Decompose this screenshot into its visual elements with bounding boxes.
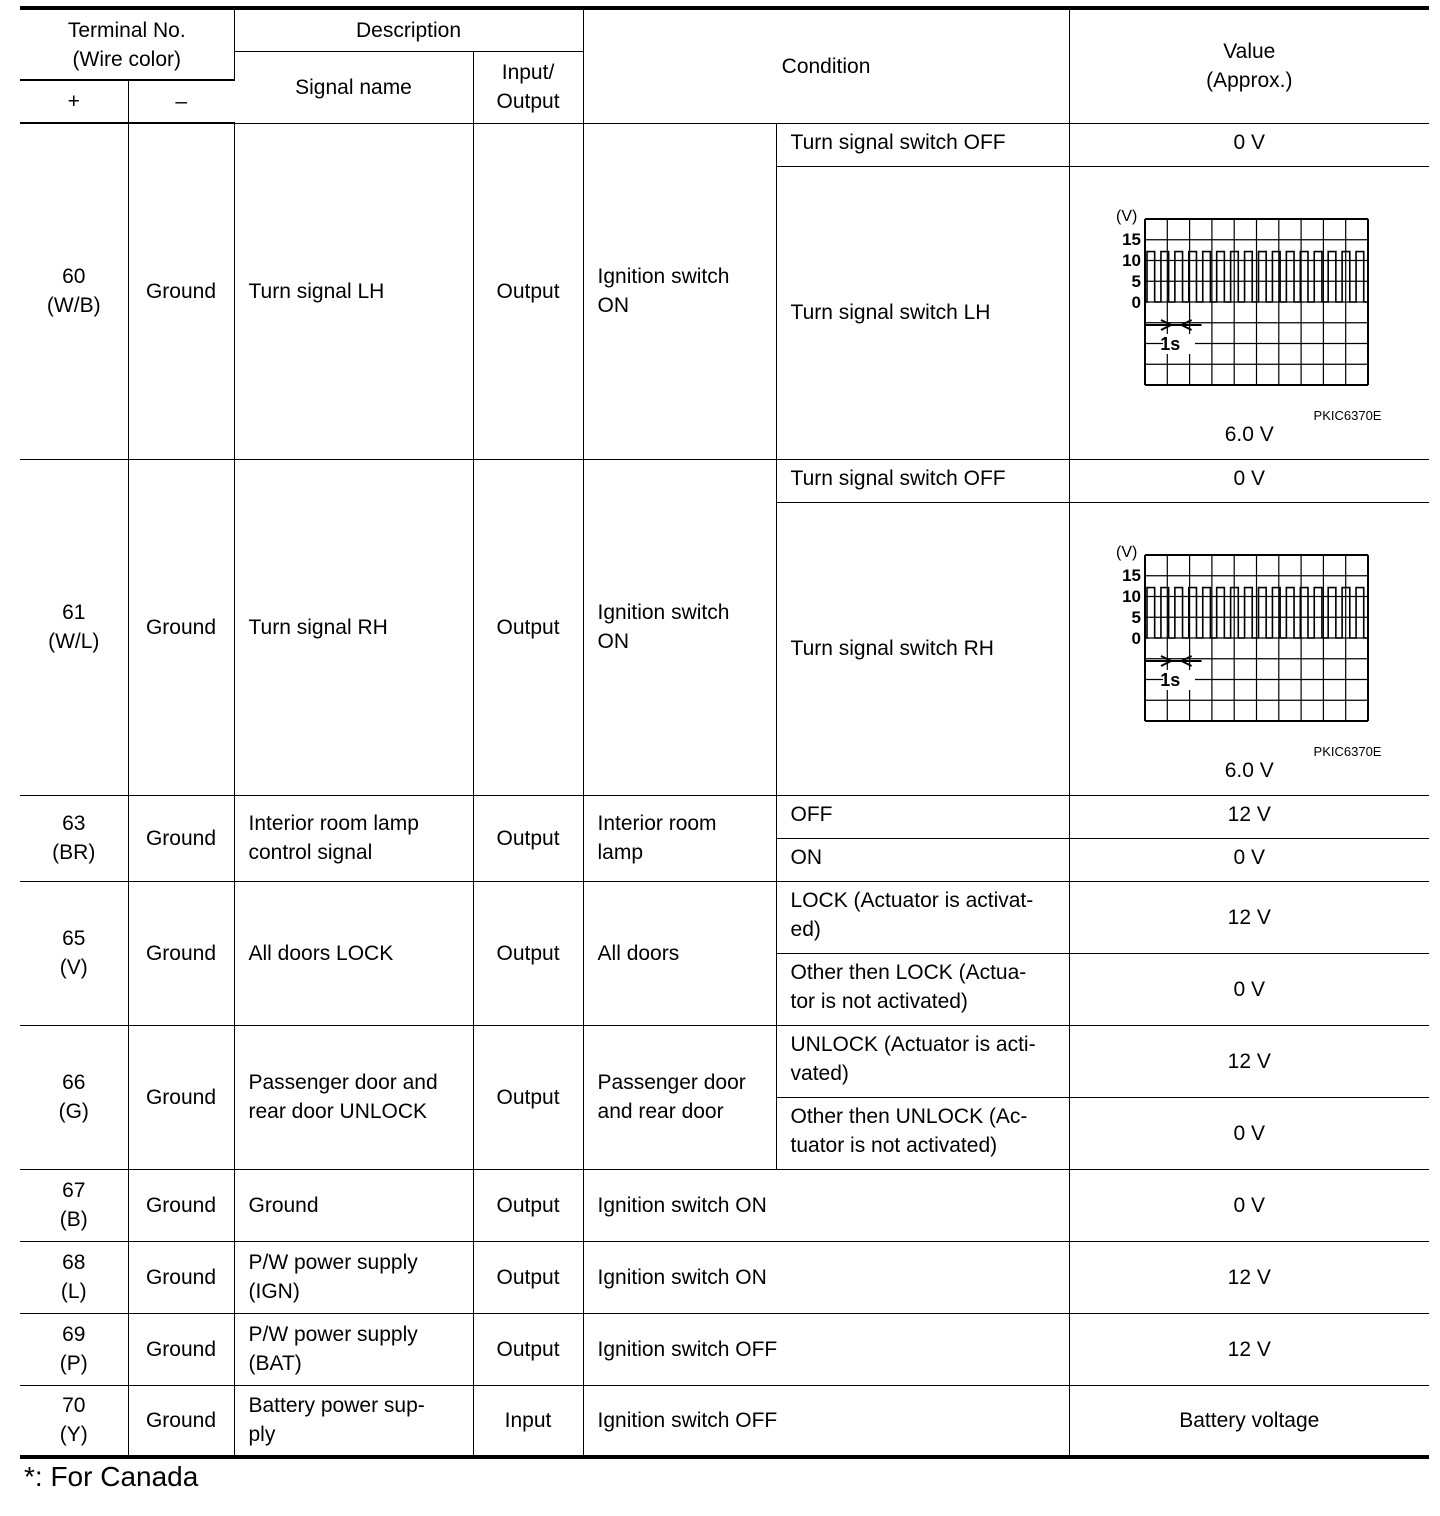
waveform-y-tick: 0 — [1131, 628, 1141, 648]
condition-cell: Ignition switch ON — [583, 1169, 1069, 1241]
condition-line: Passenger door — [597, 1071, 746, 1094]
condition-cell: Ignition switch OFF — [583, 1385, 1069, 1457]
table-row — [20, 1169, 1429, 1241]
condition-line: All doors — [597, 941, 680, 965]
value-cell: 0 V — [1069, 459, 1429, 502]
minus-terminal-cell: Ground — [128, 1025, 234, 1169]
terminal-number: 61 — [62, 601, 86, 624]
signal-name-line: Ground — [248, 1193, 319, 1217]
condition-line: and rear door — [597, 1100, 724, 1123]
terminal-number: 60 — [62, 265, 86, 289]
terminal-cell — [20, 1385, 128, 1457]
signal-name-line: Turn signal LH — [248, 279, 385, 303]
terminal-table — [20, 6, 1429, 1459]
waveform-y-tick: 10 — [1121, 250, 1141, 270]
signal-name-line: Passenger door and — [248, 1071, 438, 1094]
sub-condition-line: tuator is not activated) — [790, 1133, 998, 1157]
signal-name-line: Turn signal RH — [248, 615, 388, 639]
waveform-graph — [1114, 543, 1379, 723]
value-cell: 0 V — [1069, 123, 1429, 166]
sub-condition-line: UNLOCK (Actuator is acti- — [790, 1032, 1036, 1056]
signal-name-line: P/W power supply — [248, 1251, 418, 1274]
value-cell: 12 V — [1069, 1313, 1429, 1385]
waveform-value: 6.0 V — [1224, 758, 1274, 782]
io-cell: Output — [473, 1169, 583, 1241]
terminal-cell — [20, 1313, 128, 1385]
wire-color: (V) — [59, 956, 88, 979]
terminal-number: 70 — [62, 1394, 86, 1418]
waveform-box — [1070, 503, 1430, 795]
waveform-image-code: PKIC6370E — [1313, 407, 1382, 423]
waveform-value: 6.0 V — [1224, 422, 1274, 446]
condition-cell — [583, 459, 776, 795]
signal-name-cell — [234, 1313, 473, 1385]
sub-condition-cell: ON — [776, 838, 1069, 881]
io-cell: Output — [473, 1241, 583, 1313]
waveform-y-tick: 0 — [1131, 292, 1141, 312]
minus-terminal-cell: Ground — [128, 123, 234, 459]
sub-condition-cell — [776, 1025, 1069, 1097]
condition-line: Ignition switch — [597, 601, 730, 624]
signal-name-cell — [234, 123, 473, 459]
signal-name-cell — [234, 1169, 473, 1241]
waveform-y-tick: 5 — [1131, 607, 1141, 627]
terminal-cell — [20, 795, 128, 881]
terminal-cell — [20, 1241, 128, 1313]
terminal-no-header: Terminal No. (Wire color) — [20, 8, 234, 80]
value-cell: 12 V — [1069, 881, 1429, 953]
table-row — [20, 1385, 1429, 1457]
signal-name-line: rear door UNLOCK — [248, 1100, 428, 1123]
waveform-y-tick: 15 — [1121, 229, 1141, 249]
wire-color: (L) — [60, 1280, 87, 1303]
value-header: Value (Approx.) — [1069, 8, 1429, 123]
minus-terminal-cell: Ground — [128, 459, 234, 795]
table-row — [20, 881, 1429, 953]
waveform-y-tick: 5 — [1131, 271, 1141, 291]
sub-condition-cell — [776, 881, 1069, 953]
io-cell: Input — [473, 1385, 583, 1457]
sub-condition-cell — [776, 953, 1069, 1025]
condition-cell: Ignition switch OFF — [583, 1313, 1069, 1385]
value-cell: 12 V — [1069, 1241, 1429, 1313]
sub-condition-line: ed) — [790, 917, 821, 941]
table-row — [20, 1025, 1429, 1097]
condition-cell — [583, 881, 776, 1025]
condition-line: Interior room — [597, 812, 717, 835]
footnote: *: For Canada — [24, 1461, 199, 1492]
terminal-number: 67 — [62, 1179, 86, 1202]
wire-color: (BR) — [52, 841, 96, 864]
waveform-image-code: PKIC6370E — [1313, 743, 1382, 759]
signal-name-cell — [234, 459, 473, 795]
value-cell: 0 V — [1069, 838, 1429, 881]
io-cell: Output — [473, 881, 583, 1025]
minus-terminal-cell: Ground — [128, 795, 234, 881]
condition-line: ON — [597, 630, 630, 653]
signal-name-line: control signal — [248, 841, 373, 864]
sub-condition-line: Other then UNLOCK (Ac- — [790, 1104, 1028, 1128]
signal-name-cell — [234, 795, 473, 881]
waveform-y-unit: (V) — [1115, 207, 1137, 225]
terminal-number: 66 — [62, 1071, 86, 1094]
io-cell: Output — [473, 123, 583, 459]
sub-condition-cell: Turn signal switch RH — [776, 502, 1069, 795]
wire-color: (G) — [58, 1100, 89, 1123]
sub-condition-line: Other then LOCK (Actua- — [790, 960, 1027, 984]
minus-terminal-header: – — [128, 80, 234, 123]
table-row — [20, 795, 1429, 838]
waveform-y-tick: 15 — [1121, 565, 1141, 585]
signal-name-line: All doors LOCK — [248, 941, 394, 965]
table-row — [20, 459, 1429, 502]
waveform-time-label: 1s — [1159, 669, 1180, 690]
terminal-cell — [20, 1169, 128, 1241]
sub-condition-line: vated) — [790, 1061, 849, 1085]
condition-cell — [583, 123, 776, 459]
signal-name-cell — [234, 1025, 473, 1169]
terminal-number: 63 — [62, 812, 86, 835]
signal-name-line: (IGN) — [248, 1280, 300, 1303]
signal-name-line: P/W power supply — [248, 1323, 418, 1346]
condition-line: ON — [597, 294, 630, 317]
terminal-number: 68 — [62, 1251, 86, 1274]
wire-color: (W/B) — [46, 294, 101, 318]
sub-condition-line: LOCK (Actuator is activat- — [790, 888, 1034, 912]
sub-condition-line: tor is not activated) — [790, 989, 968, 1013]
waveform-y-unit: (V) — [1115, 543, 1137, 561]
value-cell — [1069, 166, 1429, 459]
condition-line: Ignition switch — [597, 265, 730, 288]
value-cell: Battery voltage — [1069, 1385, 1429, 1457]
condition-header: Condition — [583, 8, 1069, 123]
minus-terminal-cell: Ground — [128, 1241, 234, 1313]
signal-name-cell — [234, 1241, 473, 1313]
sub-condition-cell: Turn signal switch LH — [776, 166, 1069, 459]
waveform-graph — [1114, 207, 1379, 387]
sub-condition-cell — [776, 1097, 1069, 1169]
waveform-y-tick: 10 — [1121, 586, 1141, 606]
value-cell — [1069, 502, 1429, 795]
terminal-number: 69 — [62, 1323, 86, 1346]
wire-color: (W/L) — [48, 630, 100, 653]
signal-name-header: Signal name — [234, 51, 473, 123]
table-row — [20, 123, 1429, 166]
plus-terminal-header: + — [20, 80, 128, 123]
input-output-header: Input/ Output — [473, 51, 583, 123]
minus-terminal-cell: Ground — [128, 1169, 234, 1241]
minus-terminal-cell: Ground — [128, 1313, 234, 1385]
io-cell: Output — [473, 1313, 583, 1385]
io-cell: Output — [473, 795, 583, 881]
table-row — [20, 1241, 1429, 1313]
signal-name-line: Battery power sup- — [248, 1394, 425, 1418]
io-cell: Output — [473, 1025, 583, 1169]
condition-line: lamp — [597, 841, 644, 864]
wire-color: (P) — [59, 1352, 88, 1375]
time-marker-arrows — [1145, 320, 1202, 330]
terminal-number: 65 — [62, 927, 86, 950]
sub-condition-cell: Turn signal switch OFF — [776, 459, 1069, 502]
signal-name-cell — [234, 1385, 473, 1457]
value-cell: 12 V — [1069, 795, 1429, 838]
wire-color: (Y) — [59, 1423, 88, 1447]
value-cell: 12 V — [1069, 1025, 1429, 1097]
condition-cell — [583, 795, 776, 881]
signal-name-line: (BAT) — [248, 1352, 302, 1375]
table-row — [20, 1313, 1429, 1385]
sub-condition-cell: Turn signal switch OFF — [776, 123, 1069, 166]
value-cell: 0 V — [1069, 953, 1429, 1025]
wire-color: (B) — [59, 1208, 88, 1231]
terminal-cell — [20, 881, 128, 1025]
minus-terminal-cell: Ground — [128, 1385, 234, 1457]
signal-name-line: Interior room lamp — [248, 812, 419, 835]
minus-terminal-cell: Ground — [128, 881, 234, 1025]
terminal-cell — [20, 123, 128, 459]
io-cell: Output — [473, 459, 583, 795]
value-cell: 0 V — [1069, 1097, 1429, 1169]
time-marker-arrows — [1145, 656, 1202, 666]
signal-name-cell — [234, 881, 473, 1025]
value-cell: 0 V — [1069, 1169, 1429, 1241]
condition-cell: Ignition switch ON — [583, 1241, 1069, 1313]
signal-name-line: ply — [248, 1423, 276, 1447]
waveform-box — [1070, 167, 1430, 459]
description-header: Description — [234, 8, 583, 51]
sub-condition-cell: OFF — [776, 795, 1069, 838]
condition-cell — [583, 1025, 776, 1169]
terminal-cell — [20, 459, 128, 795]
waveform-time-label: 1s — [1159, 333, 1180, 354]
terminal-cell — [20, 1025, 128, 1169]
